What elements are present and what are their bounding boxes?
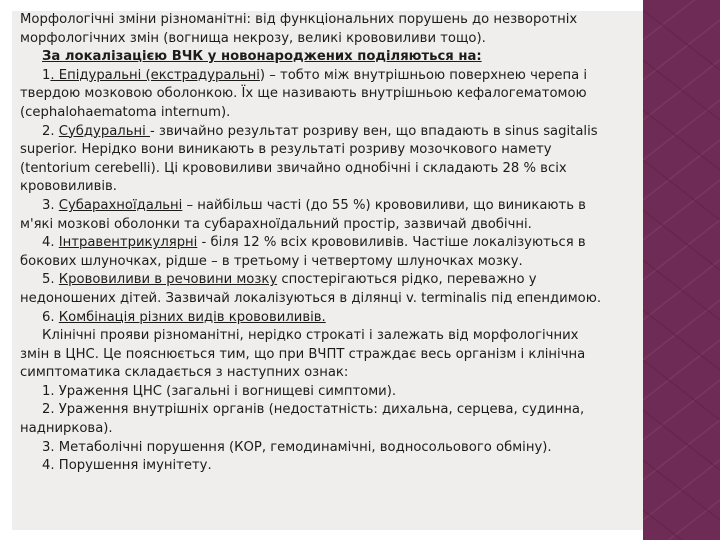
list-item: 4. Порушення імунітету. bbox=[42, 458, 212, 474]
list-item: 3. Метаболічні порушення (КОР, гемодинамічні, водносольового обміну). bbox=[42, 439, 552, 455]
text-line: (cephalohaematoma internum). bbox=[20, 104, 231, 120]
text-line: надниркова). bbox=[20, 421, 113, 437]
text-line: Клінічні прояви різноманітні, нерідко строкаті і залежать від морфологічних bbox=[42, 328, 579, 344]
list-item: 1. Ураження ЦНС (загальні і вогнищеві симптоми). bbox=[42, 383, 397, 399]
section-heading: За локалізацією ВЧК у новонароджених поділяються на: bbox=[42, 49, 482, 65]
text-line: крововиливів. bbox=[20, 179, 117, 195]
text-line: симптоматика складається з наступних ознак: bbox=[20, 365, 349, 381]
list-item: 2. Субдуральні - звичайно результат розриву вен, що впадають в sinus sagitalis bbox=[42, 123, 598, 139]
text-line: Морфологічні зміни різноманітні: від функціональних порушень до незворотніх bbox=[20, 12, 578, 27]
list-item: 2. Ураження внутрішніх органів (недостатність: дихальна, серцева, судинна, bbox=[42, 402, 585, 418]
slide-text bbox=[20, 11, 660, 476]
text-line: змін в ЦНС. Це пояснюється тим, що при ВЧПТ страждає весь організм і клінічна bbox=[20, 346, 586, 362]
text-line: недоношених дітей. Зазвичай локалізуються в ділянці v. terminalis під епендимою. bbox=[20, 290, 602, 306]
list-item: 4. Інтравентрикулярні - біля 12 % всіх крововиливів. Частіше локалізуються в bbox=[42, 235, 586, 251]
text-line: superior. Нерідко вони виникають в результаті розриву мозочкового намету bbox=[20, 142, 552, 158]
text-line: бокових шлуночках, рідше – в третьому і четвертому шлуночках мозку. bbox=[20, 253, 523, 269]
list-item: 6. Комбінація різних видів крововиливів. bbox=[42, 309, 326, 325]
list-item: 5. Крововиливи в речовини мозку спостерігаються рідко, переважно у bbox=[42, 272, 537, 288]
text-line: морфологічних змін (вогнища некрозу, великі крововиливи тощо). bbox=[20, 30, 486, 46]
text-line: (tentorium cerebelli). Ці крововиливи звичайно однобічні і складають 28 % всіх bbox=[20, 160, 567, 176]
text-line: твердою мозковою оболонкою. Їх ще називають внутрішньою кефалогематомою bbox=[20, 86, 587, 102]
list-item: 3. Субарахноїдальні – найбільш часті (до 55 %) крововиливи, що виникають в bbox=[42, 197, 586, 213]
list-item: 1. Епідуральні (екстрадуральні) – тобто між внутрішньою поверхнею черепа і bbox=[42, 67, 588, 83]
text-line: м'які мозкові оболонки та субарахноїдальний простір, зазвичай двобічні. bbox=[20, 216, 532, 232]
